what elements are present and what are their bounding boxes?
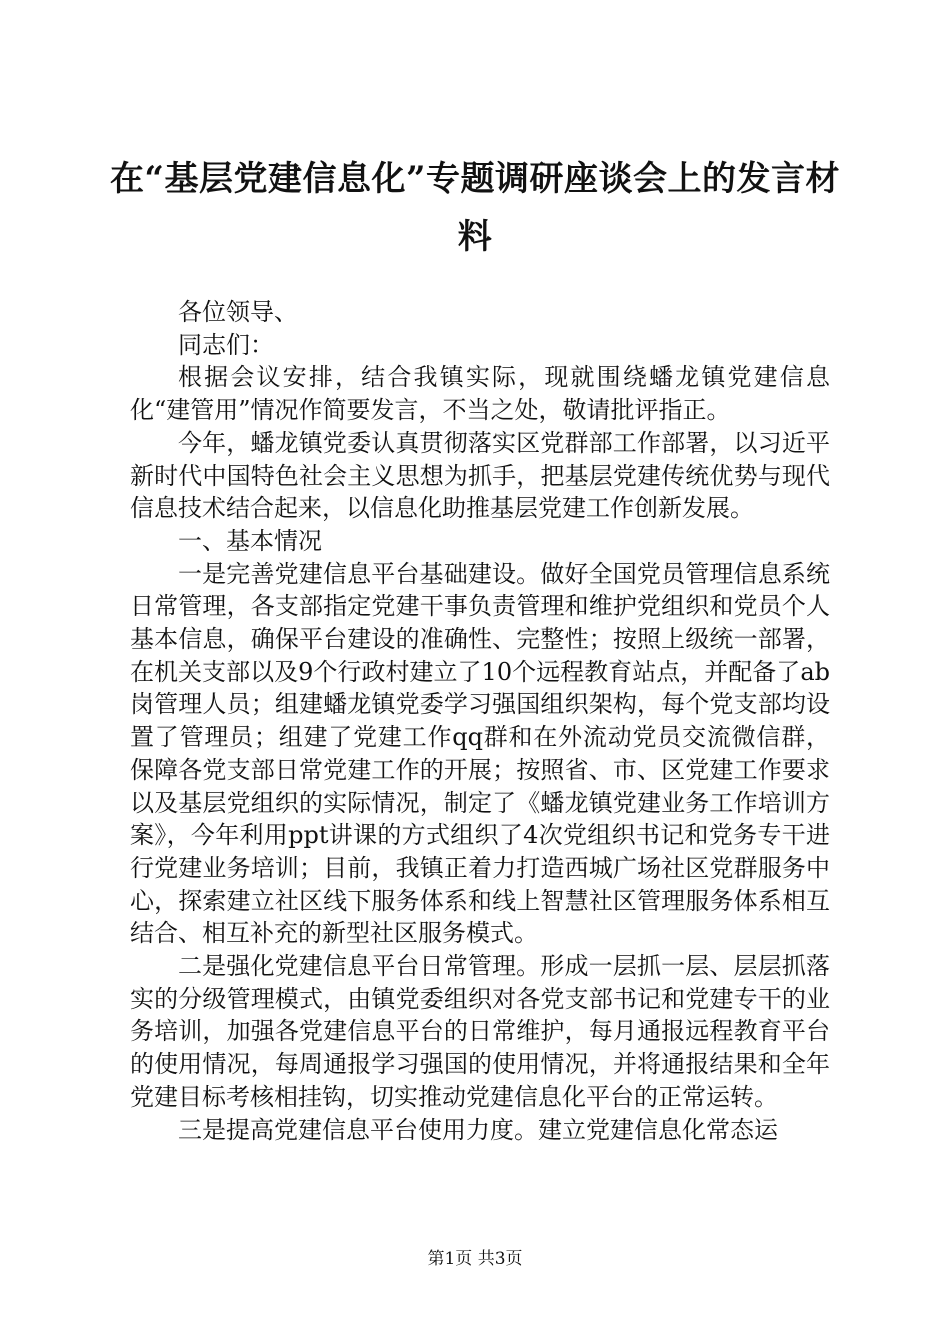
document-body bbox=[130, 296, 830, 1146]
section-heading-basic-situation: 一、基本情况 bbox=[178, 526, 322, 555]
salutation-comrades: 同志们： bbox=[178, 330, 274, 359]
salutation-leaders: 各位领导、 bbox=[178, 298, 298, 326]
paragraph-point-three: 三是提高党建信息平台使用力度。建立党建信息化常态运 bbox=[178, 1115, 778, 1144]
page-footer: 第1页 共3页 bbox=[427, 1249, 523, 1269]
paragraph-point-two: 二是强化党建信息平台日常管理。形成一层抓一层、层层抓落实的分级管理模式，由镇党委组织对各党支部书记和党建专干的业务培训，加强各党建信息平台的日常维护，每月通报远程教育平台的使用情况，每周通报学习强国的使用情况，并将通报结果和全年党建目标考核相挂钩，切实推动党建信息化平台的正常运转。 bbox=[130, 952, 830, 1111]
document-title: 在“基层党建信息化”专题调研座谈会上的发言材料 bbox=[109, 159, 841, 257]
paragraph-opening: 根据会议安排，结合我镇实际，现就围绕蟠龙镇党建信息化“建管用”情况作简要发言，不当之处，敬请批评指正。 bbox=[130, 363, 830, 425]
paragraph-overview: 今年，蟠龙镇党委认真贯彻落实区党群部工作部署，以习近平新时代中国特色社会主义思想为抓手，把基层党建传统优势与现代信息技术结合起来，以信息化助推基层党建工作创新发展。 bbox=[130, 428, 830, 523]
paragraph-point-one: 一是完善党建信息平台基础建设。做好全国党员管理信息系统日常管理，各支部指定党建干事负责管理和维护党组织和党员个人基本信息，确保平台建设的准确性、完整性；按照上级统一部署，在机关支部以及9个行政村建立了10个远程教育站点，并配备了ab岗管理人员；组建蟠龙镇党委学习强国组织架构，每个党支部均设置了管理员；组建了党建工作qq群和在外流动党员交流微信群，保障各党支部日常党建工作的开展；按照省、市、区党建工作要求以及基层党组织的实际情况，制定了《蟠龙镇党建业务工作培训方案》，今年利用ppt讲课的方式组织了4次党组织书记和党务专干进行党建业务培训；目前，我镇正着力打造西城广场社区党群服务中心，探索建立社区线下服务体系和线上智慧社区管理服务体系相互结合、相互补充的新型社区服务模式。 bbox=[130, 559, 830, 948]
